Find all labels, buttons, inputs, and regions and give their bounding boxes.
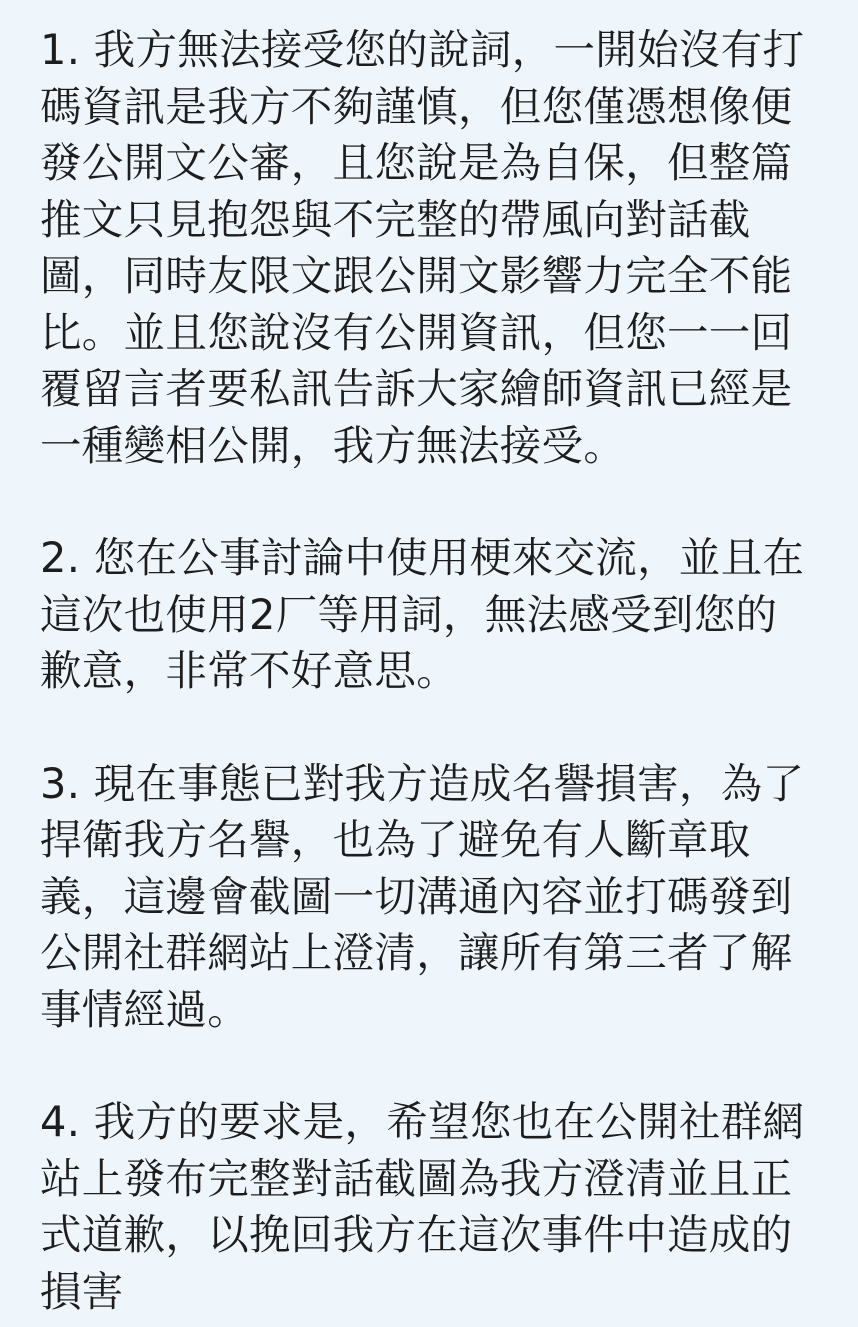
paragraph-4: 4. 我方的要求是，希望您也在公開社群網站上發布完整對話截圖為我方澄清並且正式道歉，以挽回我方在這次事件中造成的損害 [40, 1097, 805, 1316]
paragraph-3: 3. 現在事態已對我方造成名譽損害，為了捍衛我方名譽，也為了避免有人斷章取義，這邊會截圖一切溝通內容並打碼發到公開社群網站上澄清，讓所有第三者了解事情經過。 [40, 758, 805, 1034]
paragraph-1: 1. 我方無法接受您的說詞，一開始沒有打碼資訊是我方不夠謹慎，但您僅憑想像便發公開文公審，且您說是為自保，但整篇推文只見抱怨與不完整的帶風向對話截圖，同時友限文跟公開文影響力完全不能比。並且您說沒有公開資訊，但您一一回覆留言者要私訊告訴大家繪師資訊已經是一種變相公開，我方無法接受。 [40, 25, 805, 470]
paragraph-2: 2. 您在公事討論中使用梗來交流，並且在這次也使用2厂等用詞，無法感受到您的歉意，非常不好意思。 [40, 533, 805, 695]
